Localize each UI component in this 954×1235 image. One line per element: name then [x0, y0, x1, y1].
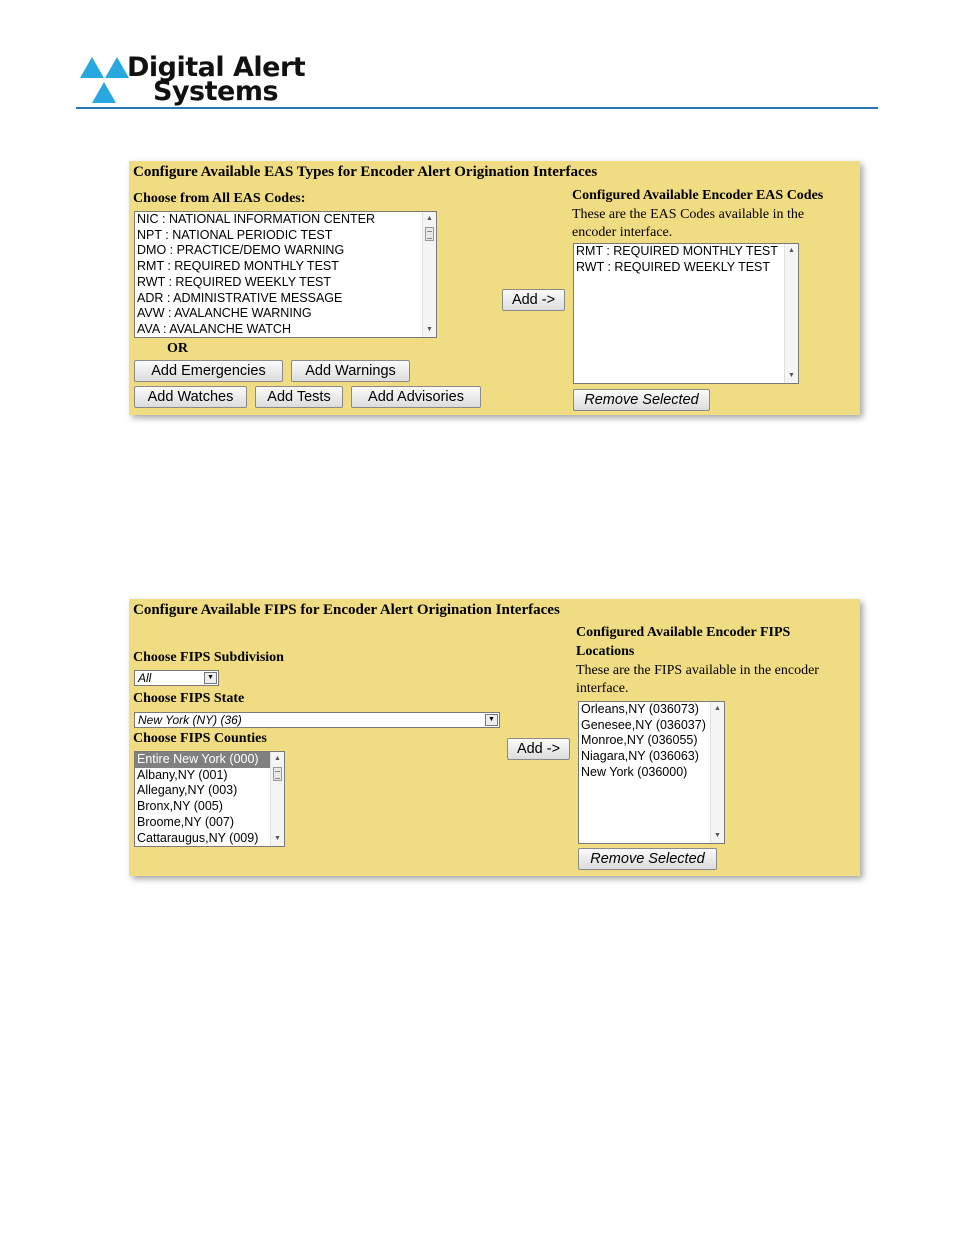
- configured-fips-option[interactable]: Monroe,NY (036055): [581, 733, 698, 748]
- eas-code-option[interactable]: NIC : NATIONAL INFORMATION CENTER: [137, 212, 375, 226]
- configured-eas-codes-listbox[interactable]: [573, 243, 799, 384]
- configured-fips-title-line2: Locations: [576, 644, 635, 659]
- scroll-up-icon[interactable]: ▲: [426, 215, 433, 222]
- fips-counties-list: [135, 752, 284, 846]
- configured-fips-option[interactable]: Niagara,NY (036063): [581, 749, 699, 764]
- all-eas-codes-list: [135, 212, 436, 338]
- configured-fips-option[interactable]: New York (036000): [581, 764, 688, 779]
- configured-eas-description: These are the EAS Codes available in the encoder interface.: [572, 207, 805, 240]
- eas-code-option[interactable]: RWT : REQUIRED WEEKLY TEST: [137, 274, 332, 289]
- configured-eas-code-option[interactable]: RWT : REQUIRED WEEKLY TEST: [576, 259, 771, 274]
- remove-selected-fips-button[interactable]: Remove Selected: [578, 848, 717, 870]
- fips-panel: [129, 599, 860, 876]
- scroll-down-icon[interactable]: ▼: [788, 372, 795, 379]
- configured-eas-title: [572, 188, 823, 204]
- configured-fips-option[interactable]: Orleans,NY (036073): [581, 702, 699, 716]
- eas-code-option[interactable]: ADR : ADMINISTRATIVE MESSAGE: [137, 290, 343, 305]
- fips-county-option[interactable]: Allegany,NY (003): [137, 783, 238, 798]
- add-advisories-button[interactable]: Add Advisories: [351, 386, 481, 408]
- logo-triangles-icon: [79, 56, 131, 106]
- scroll-down-icon[interactable]: ▼: [426, 326, 433, 333]
- eas-code-option[interactable]: DMO : PRACTICE/DEMO WARNING: [137, 243, 345, 258]
- fips-county-option[interactable]: Bronx,NY (005): [137, 799, 223, 814]
- configured-fips-description: These are the FIPS available in the encoder interface.: [576, 663, 819, 696]
- scroll-thumb[interactable]: [273, 767, 282, 781]
- logo-text-line2: Systems: [153, 76, 279, 107]
- header-divider: [76, 107, 878, 109]
- scroll-down-icon[interactable]: ▼: [274, 835, 281, 842]
- fips-counties-label: Choose FIPS Counties: [133, 731, 267, 746]
- configured-fips-option[interactable]: Genesee,NY (036037): [581, 717, 706, 732]
- add-emergencies-button[interactable]: Add Emergencies: [134, 360, 283, 382]
- configured-eas-codes-list: [574, 244, 798, 275]
- chevron-down-icon[interactable]: ▼: [204, 672, 217, 684]
- fips-subdivision-label: Choose FIPS Subdivision: [133, 650, 284, 665]
- scroll-thumb[interactable]: [425, 227, 434, 241]
- all-eas-codes-scrollbar[interactable]: [422, 212, 436, 337]
- add-tests-button[interactable]: Add Tests: [255, 386, 343, 408]
- configured-eas-scrollbar[interactable]: [784, 244, 798, 383]
- logo-text-line1: Digital Alert: [127, 52, 306, 83]
- configured-fips-scrollbar[interactable]: [710, 702, 724, 843]
- fips-counties-listbox[interactable]: [134, 751, 285, 847]
- eas-choose-label: Choose from All EAS Codes:: [133, 191, 306, 206]
- fips-state-select[interactable]: [134, 712, 500, 728]
- add-warnings-button[interactable]: Add Warnings: [291, 360, 410, 382]
- configured-fips-title-line1: Configured Available Encoder FIPS: [576, 625, 791, 640]
- fips-county-option[interactable]: Entire New York (000): [135, 752, 284, 768]
- fips-county-option[interactable]: Broome,NY (007): [137, 814, 235, 829]
- configured-eas-code-option[interactable]: RMT : REQUIRED MONTHLY TEST: [576, 244, 778, 258]
- configured-eas-title-text: Configured Available Encoder EAS Codes: [572, 188, 824, 203]
- eas-code-option[interactable]: AVW : AVALANCHE WARNING: [137, 306, 312, 321]
- add-fips-button[interactable]: Add ->: [507, 738, 570, 760]
- fips-subdivision-value: All: [138, 671, 152, 685]
- fips-subdivision-select[interactable]: [134, 670, 219, 686]
- all-eas-codes-listbox[interactable]: [134, 211, 437, 338]
- eas-code-option[interactable]: RMT : REQUIRED MONTHLY TEST: [137, 259, 339, 274]
- eas-types-panel: [129, 161, 860, 415]
- remove-selected-eas-button[interactable]: Remove Selected: [573, 389, 710, 411]
- add-eas-button[interactable]: Add ->: [502, 289, 565, 311]
- fips-county-option[interactable]: Albany,NY (001): [137, 767, 228, 782]
- scroll-down-icon[interactable]: ▼: [714, 832, 721, 839]
- eas-panel-title: Configure Available EAS Types for Encoder Alert Origination Interfaces: [133, 164, 598, 180]
- eas-code-option[interactable]: AVA : AVALANCHE WATCH: [137, 321, 291, 336]
- company-logo: [79, 52, 319, 108]
- fips-counties-scrollbar[interactable]: [270, 752, 284, 846]
- add-watches-button[interactable]: Add Watches: [134, 386, 247, 408]
- scroll-up-icon[interactable]: ▲: [788, 247, 795, 254]
- fips-county-option[interactable]: Cattaraugus,NY (009): [137, 830, 259, 845]
- configured-fips-list: [579, 702, 724, 781]
- configured-fips-listbox[interactable]: [578, 701, 725, 844]
- scroll-up-icon[interactable]: ▲: [274, 755, 281, 762]
- fips-panel-title: Configure Available FIPS for Encoder Alert Origination Interfaces: [133, 602, 560, 618]
- fips-state-value: New York (NY) (36): [138, 713, 242, 727]
- or-label: OR: [167, 341, 188, 356]
- chevron-down-icon[interactable]: ▼: [485, 714, 498, 726]
- eas-code-option[interactable]: NPT : NATIONAL PERIODIC TEST: [137, 227, 333, 242]
- scroll-up-icon[interactable]: ▲: [714, 705, 721, 712]
- fips-state-label: Choose FIPS State: [133, 691, 245, 706]
